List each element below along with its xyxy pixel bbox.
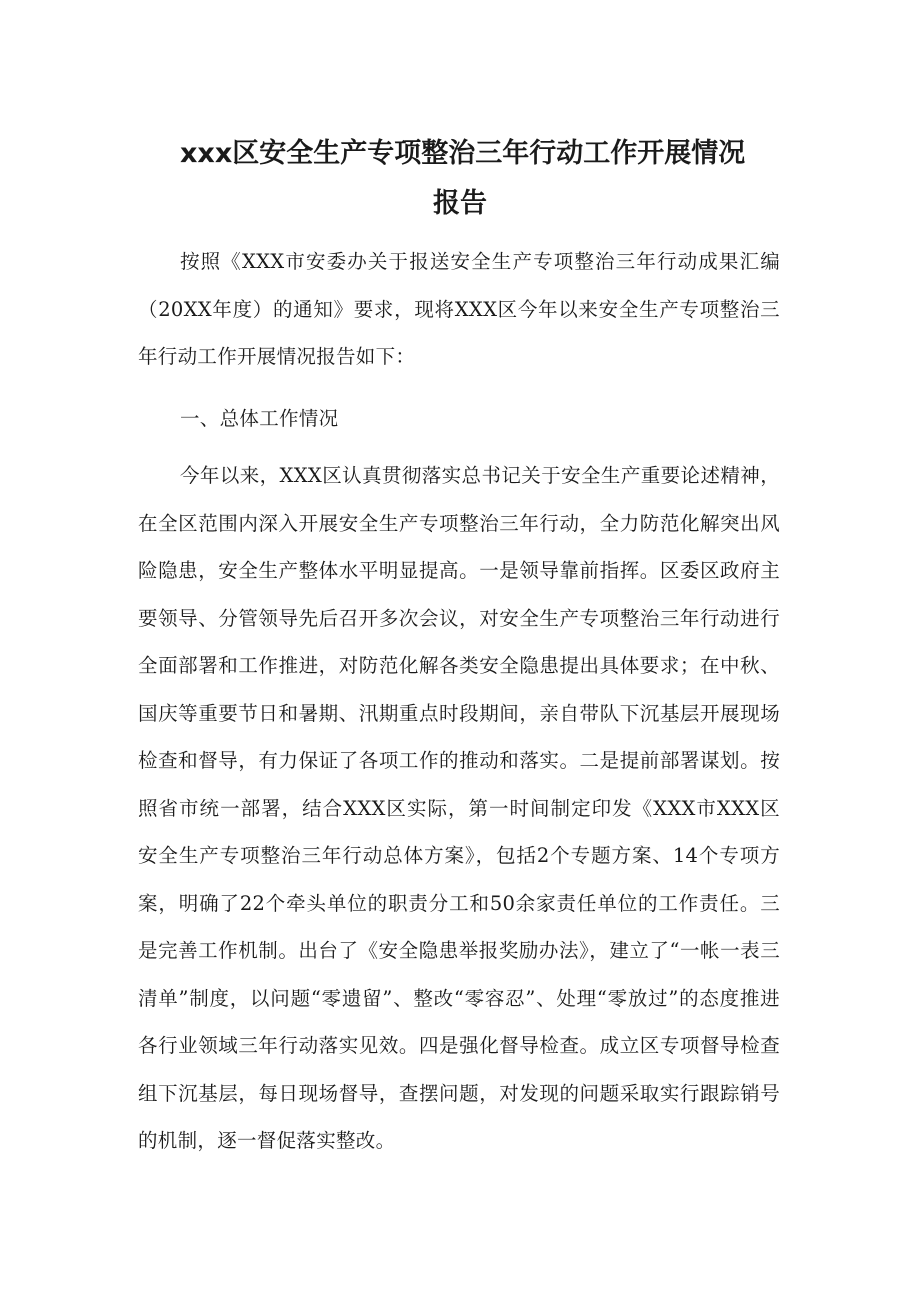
section-heading: 一、总体工作情况 xyxy=(180,407,339,430)
intro-paragraph: 按照《XXX市安委办关于报送安全生产专项整治三年行动成果汇编（20XX年度）的通知》要求，现将XXX区今年以来安全生产专项整治三年行动工作开展情况报告如下： xyxy=(138,250,780,368)
document-title-line-1: xxx区安全生产专项整治三年行动工作开展情况 xyxy=(180,138,746,169)
section-paragraph: 今年以来，XXX区认真贯彻落实总书记关于安全生产重要论述精神，在全区范围内深入开展安全生产专项整治三年行动，全力防范化解突出风险隐患，安全生产整体水平明显提高。一是领导靠前指挥。区委区政府主要领导、分管领导先后召开多次会议，对安全生产专项整治三年行动进行全面部署和工作推进，对防范化解各类安全隐患提出具体要求；在中秋、国庆等重要节日和暑期、汛期重点时段期间，亲自带队下沉基层开展现场检查和督导，有力保证了各项工作的推动和落实。二是提前部署谋划。按照省市统一部署，结合XXX区实际，第一时间制定印发《XXX市XXX区安全生产专项整治三年行动总体方案》，包括2个专题方案、14个专项方案，明确了22个牵头单位的职责分工和50余家责任单位的工作责任。三是完善工作机制。出台了《安全隐患举报奖励办法》，建立了“一帐一表三清单”制度，以问题“零遗留”、整改“零容忍”、处理“零放过”的态度推进各行业领域三年行动落实见效。四是强化督导检查。成立区专项督导检查组下沉基层，每日现场督导，查摆问题，对发现的问题采取实行跟踪销号的机制，逐一督促落实整改。 xyxy=(138,464,780,1152)
document-title-line-2: 报告 xyxy=(433,188,487,219)
